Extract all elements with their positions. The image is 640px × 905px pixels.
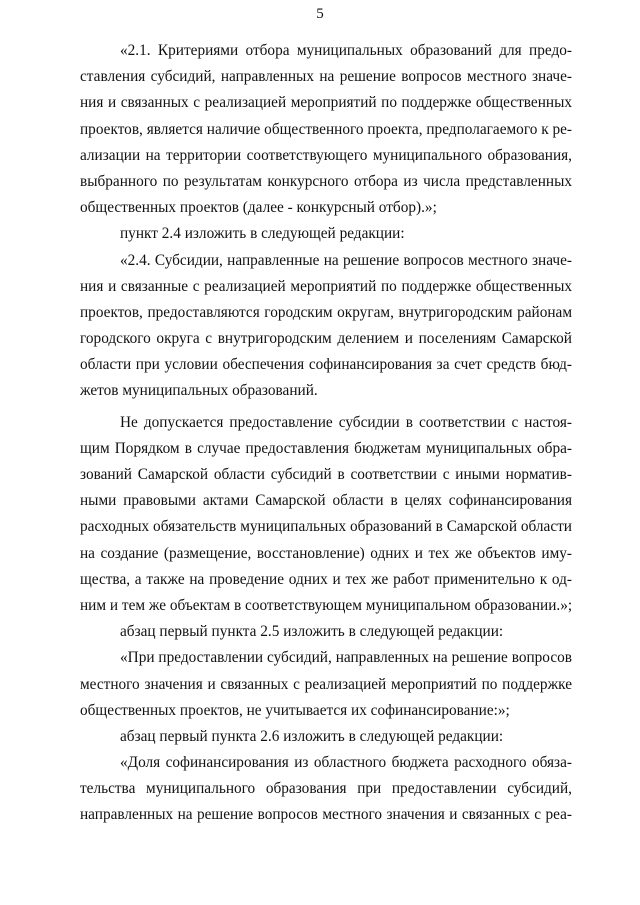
text-line: расходных обязательств муниципальных образований в Самарской области [80,518,572,536]
text-line: тельства муниципального образования при предоставлении субсидий, [80,780,572,798]
text-line: общественных проектов, не учитывается их софинансирование:»; [80,701,510,719]
text-line: щим Порядком в случае предоставления бюджетам муниципальных обра- [80,439,572,457]
text-line: «Доля софинансирования из областного бюджета расходного обяза- [120,754,572,772]
text-line: «2.1. Критериями отбора муниципальных образований для предо- [120,42,572,59]
paragraph-share-2-6 [80,750,572,829]
paragraph-not-permitted [80,410,572,620]
text-line: абзац первый пункта 2.5 изложить в следующей редакции: [120,623,504,641]
text-line: на создание (размещение, восстановление) одних и тех же объектов иму- [80,544,572,562]
paragraph-instruction-2-4 [80,221,572,247]
text-line: ными правовыми актами Самарской области в целях софинансирования [80,492,572,510]
text-line: абзац первый пункта 2.6 изложить в следующей редакции: [120,727,504,745]
text-line: ставления субсидий, направленных на решение вопросов местного значе- [80,68,572,86]
text-line: «2.4. Субсидии, направленные на решение вопросов местного значе- [120,251,572,269]
paragraph-instruction-2-6 [80,724,572,750]
text-line: ализации на территории соответствующего муниципального образования, [80,146,572,164]
text-line: ния и связанные с реализацией мероприятий по поддержке общественных [80,277,572,295]
paragraph-subsidies-2-4 [80,248,572,405]
text-line: направленных на решение вопросов местного значения и связанных с реа- [80,806,572,824]
document-body [80,38,572,829]
text-line: ним и тем же объектам в соответствующем муниципальном образовании.»; [80,596,573,614]
paragraph-cofinancing-2-5 [80,645,572,724]
text-line: местного значения и связанных с реализацией мероприятий по поддержке [80,675,572,693]
text-line: ния и связанных с реализацией мероприятий по поддержке общественных [80,94,572,112]
text-line: выбранного по результатам конкурсного отбора из числа представленных [80,172,572,190]
text-line: пункт 2.4 изложить в следующей редакции: [120,225,405,243]
text-line: Не допускается предоставление субсидии в соответствии с настоя- [120,413,572,431]
paragraph-instruction-2-5 [80,619,572,645]
page-number: 5 [316,6,324,22]
text-line: щества, а также на проведение одних и тех же работ применительно к од- [80,570,572,588]
text-line: области при условии обеспечения софинансирования за счет средств бюд- [80,356,572,374]
text-line: проектов, предоставляются городским округам, внутригородским районам [80,303,572,321]
text-line: зований Самарской области субсидий в соответствии с иными норматив- [80,466,572,483]
text-line: «При предоставлении субсидий, направленных на решение вопросов [120,649,572,667]
text-line: жетов муниципальных образований. [80,382,318,400]
paragraph-criteria-2-1 [80,38,572,221]
text-line: общественных проектов (далее - конкурсный отбор).»; [80,199,437,217]
text-line: проектов, является наличие общественного проекта, предполагаемого к ре- [80,120,572,138]
text-line: городского округа с внутригородским делением и поселениям Самарской [80,330,572,348]
